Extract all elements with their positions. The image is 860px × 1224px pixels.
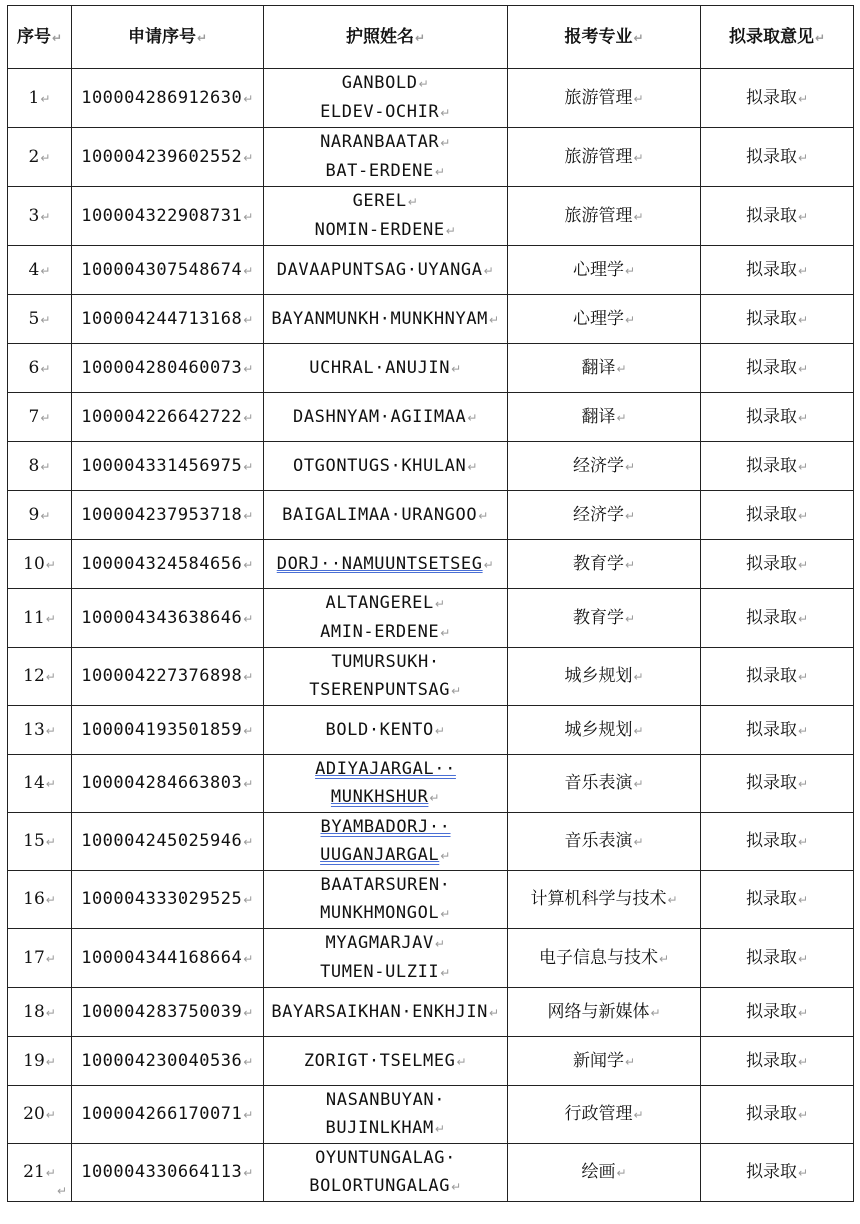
- application-number-cell: 100004307548674↵: [72, 246, 264, 295]
- passport-name-cell: ADIYAJARGAL·· MUNKHSHUR↵: [264, 755, 508, 813]
- passport-name-cell: GEREL↵ NOMIN-ERDENE↵: [264, 187, 508, 246]
- table-row: [8, 813, 854, 871]
- passport-name-cell: DASHNYAM·AGIIMAA↵: [264, 393, 508, 442]
- application-number-cell: 100004284663803↵: [72, 755, 264, 813]
- seq-cell: 12↵: [8, 648, 72, 706]
- table-row: [8, 69, 854, 128]
- decision-cell: 拟录取↵: [701, 1086, 854, 1144]
- passport-name-cell: BAYARSAIKHAN·ENKHJIN↵: [264, 988, 508, 1037]
- seq-cell: 20↵: [8, 1086, 72, 1144]
- passport-name-cell: ZORIGT·TSELMEG↵: [264, 1037, 508, 1086]
- decision-cell: 拟录取↵: [701, 540, 854, 589]
- seq-cell: 18↵: [8, 988, 72, 1037]
- seq-cell: 21↵: [8, 1144, 72, 1202]
- major-cell: 翻译↵: [508, 344, 701, 393]
- major-cell: 旅游管理↵: [508, 69, 701, 128]
- table-row: [8, 295, 854, 344]
- seq-cell: 3↵: [8, 187, 72, 246]
- passport-name-cell: TUMURSUKH· TSERENPUNTSAG↵: [264, 648, 508, 706]
- decision-cell: 拟录取↵: [701, 344, 854, 393]
- table-row: [8, 491, 854, 540]
- major-cell: 翻译↵: [508, 393, 701, 442]
- application-number-cell: 100004237953718↵: [72, 491, 264, 540]
- seq-cell: 2↵: [8, 128, 72, 187]
- application-number-cell: 100004344168664↵: [72, 929, 264, 988]
- seq-cell: 14↵: [8, 755, 72, 813]
- decision-cell: 拟录取↵: [701, 491, 854, 540]
- table-row: [8, 755, 854, 813]
- decision-cell: 拟录取↵: [701, 988, 854, 1037]
- seq-cell: 5↵: [8, 295, 72, 344]
- major-cell: 音乐表演↵: [508, 755, 701, 813]
- major-cell: 教育学↵: [508, 589, 701, 648]
- table-row: [8, 393, 854, 442]
- table-row: [8, 1086, 854, 1144]
- passport-name-cell: BYAMBADORJ·· UUGANJARGAL↵: [264, 813, 508, 871]
- passport-name-cell: BAYANMUNKH·MUNKHNYAM↵: [264, 295, 508, 344]
- decision-cell: 拟录取↵: [701, 187, 854, 246]
- major-cell: 经济学↵: [508, 491, 701, 540]
- major-cell: 心理学↵: [508, 246, 701, 295]
- passport-name-cell: DORJ··NAMUUNTSETSEG↵: [264, 540, 508, 589]
- seq-cell: 13↵: [8, 706, 72, 755]
- major-cell: 心理学↵: [508, 295, 701, 344]
- seq-cell: 11↵: [8, 589, 72, 648]
- decision-cell: 拟录取↵: [701, 442, 854, 491]
- table-row: [8, 1144, 854, 1202]
- application-number-cell: 100004331456975↵: [72, 442, 264, 491]
- decision-cell: 拟录取↵: [701, 1037, 854, 1086]
- table-row: [8, 871, 854, 929]
- paragraph-mark: ↵: [57, 1184, 68, 1198]
- table-row: [8, 589, 854, 648]
- major-cell: 行政管理↵: [508, 1086, 701, 1144]
- header-major: 报考专业↵: [508, 6, 701, 69]
- seq-cell: 1↵: [8, 69, 72, 128]
- application-number-cell: 100004322908731↵: [72, 187, 264, 246]
- header-seq: 序号↵: [8, 6, 72, 69]
- application-number-cell: 100004193501859↵: [72, 706, 264, 755]
- major-cell: 电子信息与技术↵: [508, 929, 701, 988]
- seq-cell: 6↵: [8, 344, 72, 393]
- major-cell: 新闻学↵: [508, 1037, 701, 1086]
- seq-cell: 8↵: [8, 442, 72, 491]
- major-cell: 教育学↵: [508, 540, 701, 589]
- application-number-cell: 100004239602552↵: [72, 128, 264, 187]
- major-cell: 音乐表演↵: [508, 813, 701, 871]
- decision-cell: 拟录取↵: [701, 755, 854, 813]
- application-number-cell: 100004280460073↵: [72, 344, 264, 393]
- passport-name-cell: GANBOLD↵ ELDEV-OCHIR↵: [264, 69, 508, 128]
- decision-cell: 拟录取↵: [701, 706, 854, 755]
- seq-cell: 10↵: [8, 540, 72, 589]
- passport-name-cell: OYUNTUNGALAG· BOLORTUNGALAG↵: [264, 1144, 508, 1202]
- header-decision: 拟录取意见↵: [701, 6, 854, 69]
- passport-name-cell: MYAGMARJAV↵ TUMEN-ULZII↵: [264, 929, 508, 988]
- seq-cell: 7↵: [8, 393, 72, 442]
- decision-cell: 拟录取↵: [701, 648, 854, 706]
- decision-cell: 拟录取↵: [701, 295, 854, 344]
- major-cell: 旅游管理↵: [508, 187, 701, 246]
- major-cell: 城乡规划↵: [508, 648, 701, 706]
- table-row: [8, 988, 854, 1037]
- passport-name-cell: UCHRAL·ANUJIN↵: [264, 344, 508, 393]
- application-number-cell: 100004266170071↵: [72, 1086, 264, 1144]
- application-number-cell: 100004330664113↵: [72, 1144, 264, 1202]
- passport-name-cell: DAVAAPUNTSAG·UYANGA↵: [264, 246, 508, 295]
- seq-cell: 16↵: [8, 871, 72, 929]
- passport-name-cell: NASANBUYAN· BUJINLKHAM↵: [264, 1086, 508, 1144]
- decision-cell: 拟录取↵: [701, 871, 854, 929]
- decision-cell: 拟录取↵: [701, 246, 854, 295]
- passport-name-cell: NARANBAATAR↵ BAT-ERDENE↵: [264, 128, 508, 187]
- table-row: [8, 929, 854, 988]
- application-number-cell: 100004333029525↵: [72, 871, 264, 929]
- table-row: [8, 442, 854, 491]
- seq-cell: 15↵: [8, 813, 72, 871]
- major-cell: 经济学↵: [508, 442, 701, 491]
- table-row: [8, 246, 854, 295]
- seq-cell: 17↵: [8, 929, 72, 988]
- decision-cell: 拟录取↵: [701, 589, 854, 648]
- table-row: [8, 344, 854, 393]
- major-cell: 城乡规划↵: [508, 706, 701, 755]
- table-row: [8, 540, 854, 589]
- decision-cell: 拟录取↵: [701, 128, 854, 187]
- admission-table: [7, 5, 854, 1202]
- passport-name-cell: ALTANGEREL↵ AMIN-ERDENE↵: [264, 589, 508, 648]
- decision-cell: 拟录取↵: [701, 929, 854, 988]
- application-number-cell: 100004283750039↵: [72, 988, 264, 1037]
- table-row: [8, 187, 854, 246]
- seq-cell: 4↵: [8, 246, 72, 295]
- seq-cell: 19↵: [8, 1037, 72, 1086]
- table-row: [8, 128, 854, 187]
- decision-cell: 拟录取↵: [701, 813, 854, 871]
- table-body: [8, 69, 854, 1202]
- major-cell: 网络与新媒体↵: [508, 988, 701, 1037]
- application-number-cell: 100004244713168↵: [72, 295, 264, 344]
- decision-cell: 拟录取↵: [701, 69, 854, 128]
- application-number-cell: 100004226642722↵: [72, 393, 264, 442]
- passport-name-cell: BAIGALIMAA·URANGOO↵: [264, 491, 508, 540]
- major-cell: 计算机科学与技术↵: [508, 871, 701, 929]
- table-row: [8, 706, 854, 755]
- major-cell: 绘画↵: [508, 1144, 701, 1202]
- table-row: [8, 1037, 854, 1086]
- application-number-cell: 100004227376898↵: [72, 648, 264, 706]
- major-cell: 旅游管理↵: [508, 128, 701, 187]
- table-row: [8, 648, 854, 706]
- header-row: [8, 6, 854, 69]
- application-number-cell: 100004245025946↵: [72, 813, 264, 871]
- application-number-cell: 100004343638646↵: [72, 589, 264, 648]
- decision-cell: 拟录取↵: [701, 1144, 854, 1202]
- passport-name-cell: BAATARSUREN· MUNKHMONGOL↵: [264, 871, 508, 929]
- seq-cell: 9↵: [8, 491, 72, 540]
- application-number-cell: 100004286912630↵: [72, 69, 264, 128]
- header-passport-name: 护照姓名↵: [264, 6, 508, 69]
- application-number-cell: 100004324584656↵: [72, 540, 264, 589]
- passport-name-cell: BOLD·KENTO↵: [264, 706, 508, 755]
- passport-name-cell: OTGONTUGS·KHULAN↵: [264, 442, 508, 491]
- decision-cell: 拟录取↵: [701, 393, 854, 442]
- application-number-cell: 100004230040536↵: [72, 1037, 264, 1086]
- header-app-no: 申请序号↵: [72, 6, 264, 69]
